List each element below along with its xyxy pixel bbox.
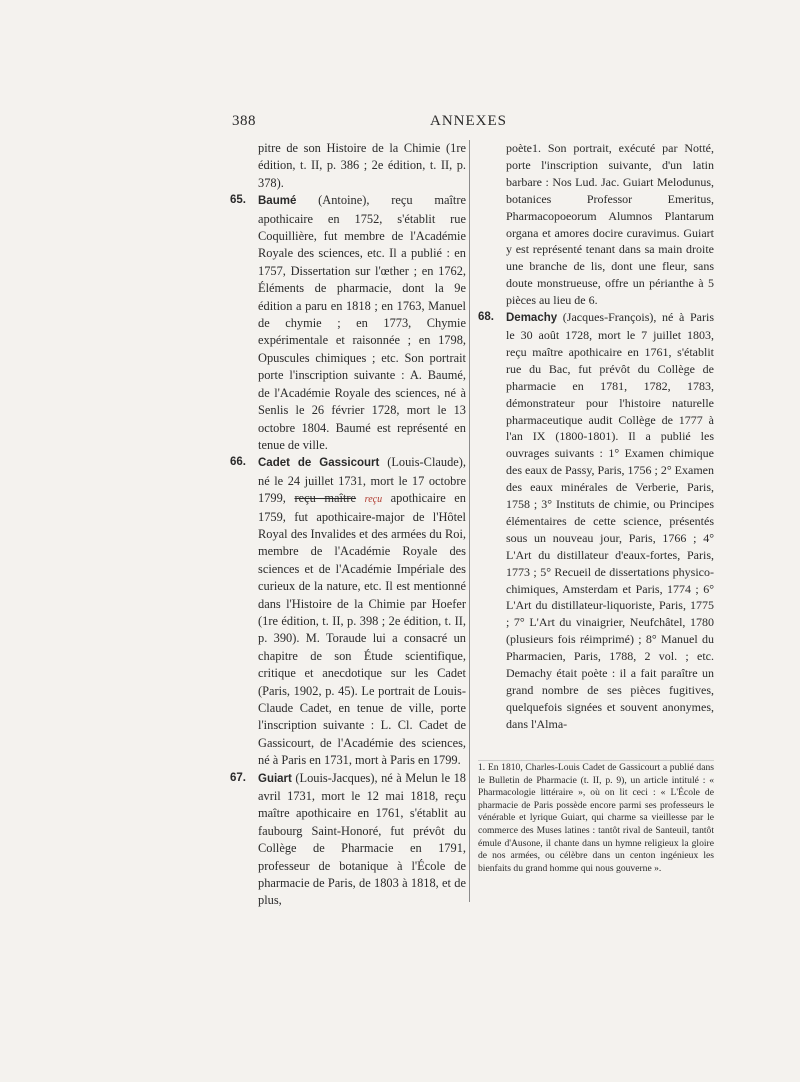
footnote-rule bbox=[478, 760, 714, 761]
entry-number: 65. bbox=[230, 194, 246, 207]
struck-text: reçu maître bbox=[294, 491, 357, 506]
entry-66 bbox=[230, 454, 466, 769]
left-column bbox=[230, 140, 466, 910]
entry-name: Guiart bbox=[258, 772, 292, 785]
entry-68 bbox=[478, 309, 714, 733]
page-number: 388 bbox=[232, 113, 256, 129]
left-intro: pitre de son Histoire de la Chimie (1re édition, t. II, p. 386 ; 2e édition, t. II, p. 378). bbox=[258, 141, 466, 190]
entry-text: (Louis-Jacques), né à Melun le 18 avril 1731, mort le 12 mai 1818, reçu maître apothicaire en 1761, s'établit au faubourg Saint-Honoré, fut prévôt du Collège de Pharmacie en 1791, professeur de botanique à l'École de pharmacie de Paris, de 1803 à 1818, et de plus, bbox=[258, 770, 466, 908]
entry-name: Cadet de Gassicourt bbox=[258, 457, 380, 470]
footnote bbox=[478, 762, 714, 875]
entry-name: Demachy bbox=[506, 312, 558, 325]
entry-number: 68. bbox=[478, 311, 494, 324]
entry-text: (Louis-Claude), né le 24 juillet 1731, mort le 17 octobre 1799, bbox=[258, 455, 466, 506]
entry-67 bbox=[230, 770, 466, 910]
handwritten-note: reçu bbox=[364, 494, 383, 506]
right-intro: poète1. Son portrait, exécuté par Notté, porte l'inscription suivante, d'un latin barbare : Nos Lud. Jac. Guiart Melodunus, botanices Professor Emeritus, Pharmacopoeorum Alumnos Plantarum organa et amores docire curavimus. Guiart y est représenté tenant dans sa main droite une branche de lis, dont une fleur, sans doute monstrueuse, offre un périanthe à 5 pièces au lieu de 6. bbox=[506, 141, 714, 308]
column-divider bbox=[469, 140, 470, 902]
entry-number: 66. bbox=[230, 456, 246, 469]
entry-text: (Jacques-François), né à Paris le 30 août 1728, mort le 7 juillet 1803, reçu maître apothicaire en 1761, s'établit rue du Bac, fut prévôt du Collège de pharmacie en 1781, 1782, 1783, démonstrateur pour l'histoire naturelle pharmaceutique audit Collège de 1777 à l'an IX (1800-1801). Il a publié les ouvrages suivants : 1° Examen chimique des eaux de Passy, Paris, 1756 ; 2° Examen des eaux minérales de Verberie, Paris, 1758 ; 3° Instituts de chimie, ou Principes élémentaires de cette science, présentés sous un nouveau jour, Paris, 1766 ; 4° L'Art du distillateur d'eaux-fortes, Paris, 1773 ; 5° Recueil de dissertations physico-chimiques, Amsterdam et Paris, 1774 ; 6° L'Art du distillateur-liquoriste, Paris, 1775 ; 7° L'Art du vinaigrier, Neufchâtel, 1780 (plusieurs fois réimprimé) ; 8° Manuel du Pharmacien, Paris, 1788, 2 vol. ; etc. Demachy était poète : il a fait paraître un grand nombre de ses pièces fugitives, quelquefois signées et souvent anonymes, dans l'Alma- bbox=[506, 310, 714, 731]
entry-name: Baumé bbox=[258, 195, 297, 208]
page-header bbox=[232, 113, 732, 137]
entry-number: 67. bbox=[230, 771, 246, 784]
footnote-text: 1. En 1810, Charles-Louis Cadet de Gassicourt a publié dans le Bulletin de Pharmacie (t. II, p. 9), un article intitulé : « Pharmacologie littéraire », où on lit ceci : « L'École de pharmacie de Paris possède encore parmi ses professeurs le vénérable et lyrique Guiart, qui charme sa vieillesse par le commerce des Muses latines : tantôt rival de Santeuil, tantôt émule d'Ausone, il chante dans un hymne religieux la gloire de nos armées, ou célèbre dans un centon ingénieux les bienfaits du grand homme qui nous gouverne ». bbox=[478, 762, 714, 874]
right-column bbox=[478, 140, 714, 733]
entry-text-cont: apothicaire en 1759, fut apothicaire-major de l'Hôtel Royal des Invalides et des armées du Roi, membre de l'Académie Royale des sciences et de l'Académie Impériale des curieux de la nature, etc. Il est mentionné dans l'Histoire de la Chimie par Hoefer (1re édition, t. II, p. 398 ; 2e édition, t. II, p. 390). M. Toraude lui a consacré un chapitre de son Étude scientifique, critique et anecdotique sur les Cadet (Paris, 1902, p. 45). Le portrait de Louis-Claude Cadet, en tenue de ville, porte l'inscription suivante : L. Cl. Cadet de Gassicourt, de l'Académie des sciences, né à Paris en 1731, mort à Paris en 1799. bbox=[258, 491, 466, 768]
entry-text: (Antoine), reçu maître apothicaire en 1752, s'établit rue Coquillière, fut membre de l'Académie Royale des sciences, etc. Il a publié : en 1757, Dissertation sur l'œther ; en 1762, Éléments de pharmacie, dont la 9e édition a paru en 1818 ; en 1763, Manuel de chymie ; en 1773, Chymie expérimentale et raisonnée ; en 1798, Opuscules chimiques ; etc. Son portrait porte l'inscription suivante : A. Baumé, de l'Académie Royale des sciences, né à Senlis le 26 février 1728, mort le 13 octobre 1804. Baumé est représenté en tenue de ville. bbox=[258, 193, 466, 452]
entry-65 bbox=[230, 192, 466, 454]
running-head: ANNEXES bbox=[430, 113, 507, 129]
